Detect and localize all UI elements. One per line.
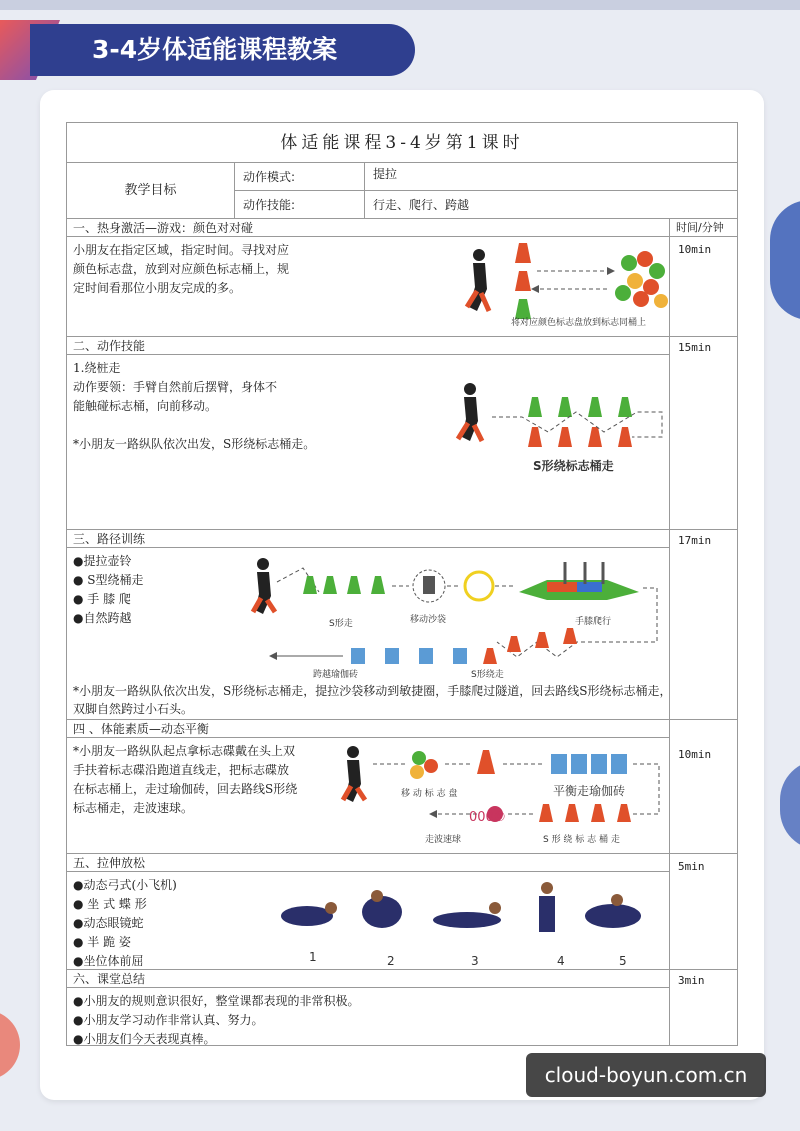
time-column — [669, 720, 737, 853]
figure-caption: 移 动 标 志 盘 — [401, 789, 458, 799]
text-line — [73, 416, 315, 435]
text-line: ●小朋友们今天表现真棒。 — [73, 1032, 216, 1046]
figure-caption: S形走 — [329, 619, 353, 629]
time-value: 10min — [678, 748, 712, 761]
section-text — [73, 992, 359, 1049]
text-line: 1.绕桩走 — [73, 361, 121, 375]
section-warmup — [67, 219, 737, 337]
goal-subrow-mode — [235, 163, 737, 191]
section-heading: 二、动作技能 — [67, 337, 669, 355]
time-column — [669, 337, 737, 529]
stretch-poses-illustration — [277, 876, 657, 948]
figure-caption: 平衡走瑜伽砖 — [553, 784, 626, 798]
goal-label: 教学目标 — [67, 163, 235, 219]
section-text — [73, 742, 297, 818]
time-column — [669, 970, 737, 1045]
goal-value: 行走、爬行、跨越 — [373, 198, 470, 212]
text-line: 定时间看那位小朋友完成的多。 — [73, 281, 242, 295]
slalom-illustration — [452, 377, 672, 457]
section-heading: 三、路径训练 — [67, 530, 669, 548]
text-line: 小朋友在指定区域，指定时间。寻找对应 — [73, 243, 290, 257]
time-column — [669, 219, 737, 336]
goal-key: 动作技能: — [235, 191, 365, 219]
section-text — [73, 241, 289, 298]
balance-ball-marks: 000⑥ — [469, 810, 506, 825]
pose-number: 4 — [557, 954, 565, 968]
site-watermark: cloud-boyun.com.cn — [526, 1053, 766, 1097]
figure-caption: S形绕标志桶走 — [533, 459, 614, 473]
page-title-banner: 3-4岁体适能课程教案 — [30, 24, 415, 76]
text-line: ● 半 跪 姿 — [73, 935, 131, 949]
text-line: ●坐位体前屈 — [73, 954, 144, 968]
time-value: 5min — [678, 860, 705, 873]
time-column — [669, 854, 737, 969]
decor-shape-right-lower — [780, 760, 800, 850]
text-line: ●动态弓式(小飞机) — [73, 878, 177, 892]
pose-number: 2 — [387, 954, 395, 968]
section-note: *小朋友一路纵队依次出发，S形绕标志桶走，提拉沙袋移动到敏捷圈，手膝爬过隧道，回去路线S形绕标志桶走，双脚自然跨过小石头。 — [73, 684, 672, 716]
text-line: ●自然跨越 — [73, 611, 132, 625]
text-line: ●提拉壶铃 — [73, 554, 132, 568]
time-value: 17min — [678, 534, 712, 547]
section-skill — [67, 337, 737, 530]
pose-number: 5 — [619, 954, 627, 968]
figure-caption: 跨越瑜伽砖 — [313, 670, 359, 680]
section-text — [73, 552, 144, 628]
figure-caption: S形绕走 — [471, 670, 504, 680]
text-line: *小朋友一路纵队起点拿标志碟戴在头上双 — [73, 744, 296, 758]
text-line: ● 坐 式 蝶 形 — [73, 897, 147, 911]
time-column — [669, 530, 737, 719]
text-line: 颜色标志盘，放到对应颜色标志桶上，规 — [73, 262, 290, 276]
section-text — [73, 359, 315, 454]
goal-value: 提拉 — [373, 167, 398, 181]
text-line: ●小朋友学习动作非常认真、努力。 — [73, 1013, 264, 1027]
figure-caption: S 形 绕 标 志 桶 走 — [543, 835, 620, 845]
text-line: 能触碰标志桶，向前移动。 — [73, 399, 218, 413]
section-heading: 六、课堂总结 — [67, 970, 669, 988]
text-line: 动作要领：手臂自然前后摆臂，身体不 — [73, 380, 278, 394]
section-stretch — [67, 854, 737, 970]
section-path-training — [67, 530, 737, 720]
text-line: ●动态眼镜蛇 — [73, 916, 144, 930]
table-title: 体适能课程3-4岁第1课时 — [67, 123, 737, 163]
decor-shape-left — [0, 1010, 20, 1080]
figure-caption: 将对应颜色标志盘放到标志同桶上 — [511, 318, 647, 328]
text-line: 标志桶走，走波速球。 — [73, 801, 194, 815]
section-heading: 四 、体能素质—动态平衡 — [67, 720, 669, 738]
time-header: 时间/分钟 — [670, 219, 738, 237]
decor-shape-right — [770, 200, 800, 320]
text-line: ● S型绕桶走 — [73, 573, 144, 587]
section-heading: 五、拉伸放松 — [67, 854, 669, 872]
figure-caption: 走波速球 — [425, 835, 462, 845]
pose-number: 3 — [471, 954, 479, 968]
section-balance — [67, 720, 737, 854]
lesson-plan-table — [66, 122, 738, 1046]
goal-subrow-skill — [235, 191, 737, 219]
time-value: 10min — [678, 243, 712, 256]
time-value: 3min — [678, 974, 705, 987]
text-line: ● 手 膝 爬 — [73, 592, 131, 606]
text-line: 在标志桶上，走过瑜伽砖，回去路线S形绕 — [73, 782, 298, 796]
goal-key: 动作模式: — [235, 163, 365, 191]
figure-caption: 移动沙袋 — [410, 615, 447, 625]
text-line: *小朋友一路纵队依次出发，S形绕标志桶走。 — [73, 437, 316, 451]
figure-caption: 手膝爬行 — [575, 617, 612, 627]
section-summary — [67, 970, 737, 1045]
goal-row — [67, 163, 737, 219]
text-line: ●小朋友的规则意识很好，整堂课都表现的非常积极。 — [73, 994, 360, 1008]
top-strip — [0, 0, 800, 10]
pose-number: 1 — [309, 950, 317, 964]
section-text — [73, 876, 177, 971]
section-heading: 一、热身激活—游戏：颜色对对碰 — [67, 219, 669, 237]
time-value: 15min — [678, 341, 712, 354]
text-line: 手扶着标志碟沿跑道直线走，把标志碟放 — [73, 763, 290, 777]
